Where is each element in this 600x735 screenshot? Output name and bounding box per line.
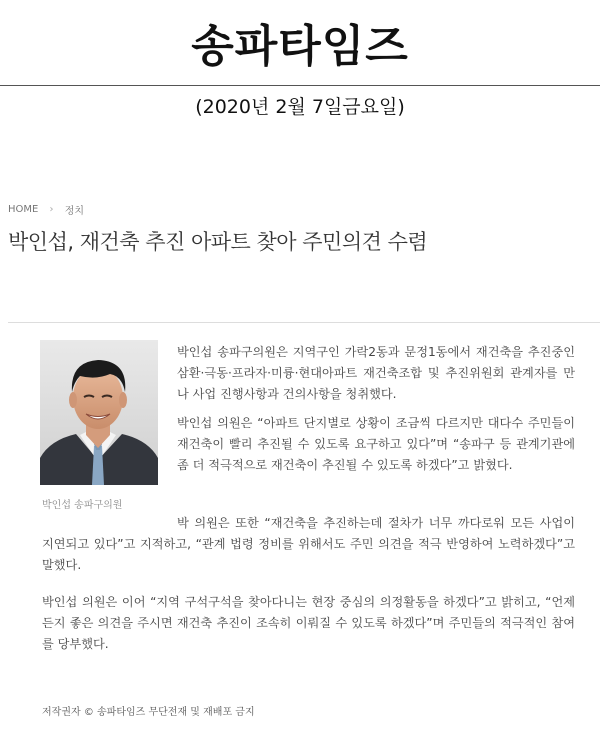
portrait-image — [40, 340, 158, 485]
photo-caption: 박인섭 송파구의원 — [42, 500, 123, 511]
article-paragraph-3: 박 의원은 또한 “재건축을 추진하는데 절차가 너무 까다로워 모든 사업이 지연되고 있다”고 지적하고, “관계 법령 정비를 위해서도 주민 의견을 적극 반영하여 노력하겠다”고 말했다. — [42, 516, 575, 572]
article-paragraph-4: 박인섭 의원은 이어 “지역 구석구석을 찾아다니는 현장 중심의 의정활동을 하겠다”고 밝히고, “언제든지 좋은 의견을 주시면 재건축 추진이 조속히 이뤄질 수 있도록 하겠다”며 주민들의 적극적인 참여를 당부했다. — [42, 595, 575, 651]
breadcrumb-home-link[interactable]: HOME — [8, 204, 39, 215]
site-logo-title[interactable]: 송파타임즈 — [191, 21, 409, 72]
masthead — [0, 0, 600, 86]
breadcrumb-chevron-icon: › — [49, 204, 54, 215]
headline-divider — [8, 322, 600, 323]
issue-date: (2020년 2월 7일금요일) — [195, 96, 405, 118]
copyright-notice: 저작권자 © 송파타임즈 무단전재 및 재배포 금지 — [42, 707, 255, 718]
article-headline: 박인섭, 재건축 추진 아파트 찾아 주민의견 수렴 — [8, 230, 428, 254]
masthead-divider — [0, 85, 600, 86]
article-paragraph-2: 박인섭 의원은 “아파트 단지별로 상황이 조금씩 다르지만 대다수 주민들이 재건축이 빨리 추진될 수 있도록 요구하고 있다”며 “송파구 등 관계기관에 좀 더 적극적으로 재건축이 추진될 수 있도록 하겠다”고 밝혔다. — [177, 416, 575, 472]
breadcrumb-section-link[interactable]: 정치 — [64, 206, 85, 217]
breadcrumb — [8, 202, 84, 217]
portrait-photo — [40, 340, 158, 485]
article-paragraph-1: 박인섭 송파구의원은 지역구인 가락2동과 문정1동에서 재건축을 추진중인 삼환·극동·프라자·미륭·현대아파트 재건축조합 및 추진위원회 관계자를 만나 사업 진행사항과 건의사항을 청취했다. — [177, 345, 575, 401]
